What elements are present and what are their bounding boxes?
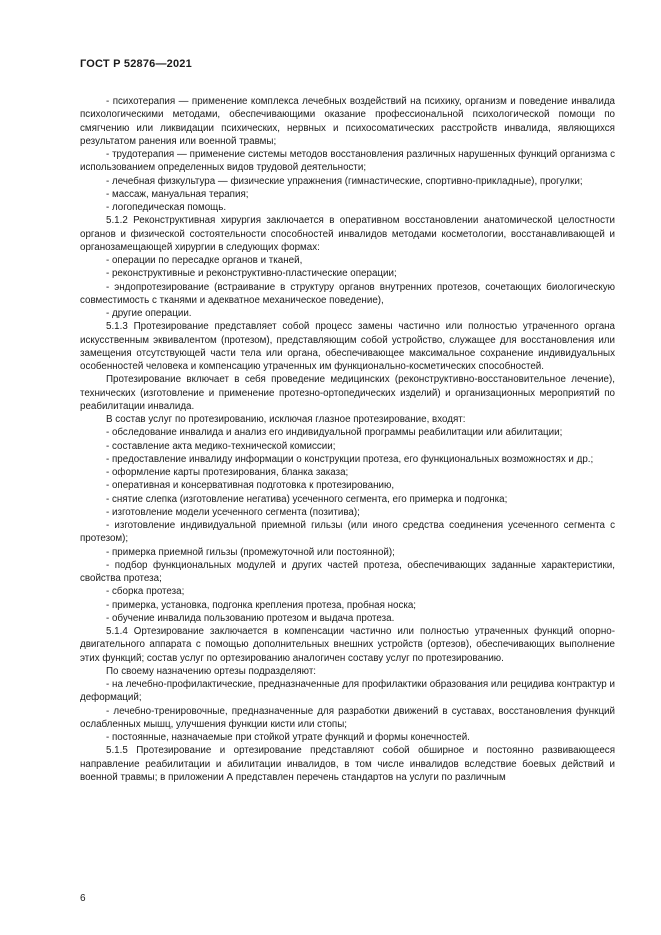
paragraph: - на лечебно-профилактические, предназначенные для профилактики образования или рецидива контрактур и деформаций; — [80, 679, 615, 704]
paragraph: - обследование инвалида и анализ его индивидуальной программы реабилитации или абилитации; — [106, 427, 563, 439]
paragraph: - изготовление модели усеченного сегмента (позитива); — [106, 506, 360, 518]
paragraph: 5.1.2 Реконструктивная хирургия заключается в оперативном восстановлении анатомической целостности органов и физической состоятельности способностей инвалидов методами косметологии, восстанавливающей и органозамещающей хирургии в следующих формах: — [80, 215, 615, 253]
paragraph: - изготовление индивидуальной приемной гильзы (или иного средства соединения усеченного сегмента с протезом); — [80, 520, 615, 545]
paragraph: - оформление карты протезирования, бланка заказа; — [106, 467, 349, 478]
paragraph: - лечебная физкультура — физические упражнения (гимнастические, спортивно-прикладные), прогулки; — [106, 175, 583, 187]
paragraph: - примерка приемной гильзы (промежуточной или постоянной); — [106, 546, 395, 558]
paragraph: - другие операции. — [106, 308, 192, 319]
paragraph: - составление акта медико-технической комиссии; — [106, 440, 336, 452]
document-header: ГОСТ Р 52876—2021 — [80, 58, 192, 70]
paragraph: - примерка, установка, подгонка крепления протеза, пробная носка; — [106, 599, 417, 611]
paragraph: - постоянные, назначаемые при стойкой утрате функций и формы конечностей. — [106, 732, 470, 743]
paragraph: - трудотерапия — применение системы методов восстановления различных нарушенных функций организма с использованием определенных видов трудовой деятельности; — [80, 149, 615, 174]
paragraph: - оперативная и консервативная подготовка к протезированию, — [106, 480, 395, 492]
paragraph: - массаж, мануальная терапия; — [106, 188, 249, 200]
paragraph: - логопедическая помощь. — [106, 202, 227, 213]
paragraph: - сборка протеза; — [106, 586, 185, 598]
paragraph: - подбор функциональных модулей и других частей протеза, обеспечивающих заданные характеристики, свойства протеза; — [80, 559, 615, 584]
paragraph: 5.1.4 Ортезирование заключается в компенсации частично или полностью утраченных функций опорно-двигательного аппарата с помощью дополнительных внешних устройств (ортезов), обеспечивающих выполнение этих функций; состав услуг по ортезированию аналогичен составу услуг по протезированию. — [80, 626, 615, 664]
paragraph: Протезирование включает в себя проведение медицинских (реконструктивно-восстановительное лечение), технических (изготовление и применение протезно-ортопедических изделий) и организационных мероприятий по реабилитации инвалида. — [80, 374, 615, 412]
paragraph: По своему назначению ортезы подразделяют: — [106, 665, 317, 677]
paragraph: - лечебно-тренировочные, предназначенные для разработки движений в суставах, восстановления функций ослабленных мышц, улучшения функции кисти или стопы; — [80, 705, 615, 730]
paragraph: - обучение инвалида пользованию протезом и выдача протеза. — [106, 612, 395, 624]
paragraph: - психотерапия — применение комплекса лечебных воздействий на психику, организм и поведение инвалида психологическими методами, обеспечивающими оказание профессиональной психологической помощи по смягчению или ликвидации психических, нервных и психосоматических расстройств инвалида, являющихся результатом ранения или военной травмы; — [80, 96, 615, 147]
paragraph: - предоставление инвалиду информации о конструкции протеза, его функциональных возможностях и др.; — [106, 453, 594, 465]
paragraph: - реконструктивные и реконструктивно-пластические операции; — [106, 268, 397, 280]
paragraph: - эндопротезирование (встраивание в структуру органов внутренних протезов, сочетающих биологическую совместимость с тканями и адекватное механическое поведение), — [80, 281, 615, 306]
paragraph: - снятие слепка (изготовление негатива) усеченного сегмента, его примерка и подгонка; — [106, 493, 508, 505]
document-body — [80, 95, 615, 784]
paragraph: 5.1.5 Протезирование и ортезирование представляют собой обширное и постоянно развивающееся направление реабилитации и абилитации инвалидов, в том числе инвалидов вследствие боевых действий и военной травмы; в приложении А представлен перечень стандартов на услуги по различным — [80, 745, 615, 783]
page-number: 6 — [80, 893, 86, 904]
paragraph: - операции по пересадке органов и тканей, — [106, 255, 303, 266]
paragraph: В состав услуг по протезированию, исключая глазное протезирование, входят: — [106, 414, 466, 425]
paragraph: 5.1.3 Протезирование представляет собой процесс замены частично или полностью утраченного органа искусственным эквивалентом (протезом), представляющим собой устройство, служащее для восстановления или замещения отсутствующей части тела или органа, обеспечивающее максимальное сохранение индивидуальных особенностей человека и компенсацию утраченных им функционально-косметических способностей. — [80, 321, 615, 372]
